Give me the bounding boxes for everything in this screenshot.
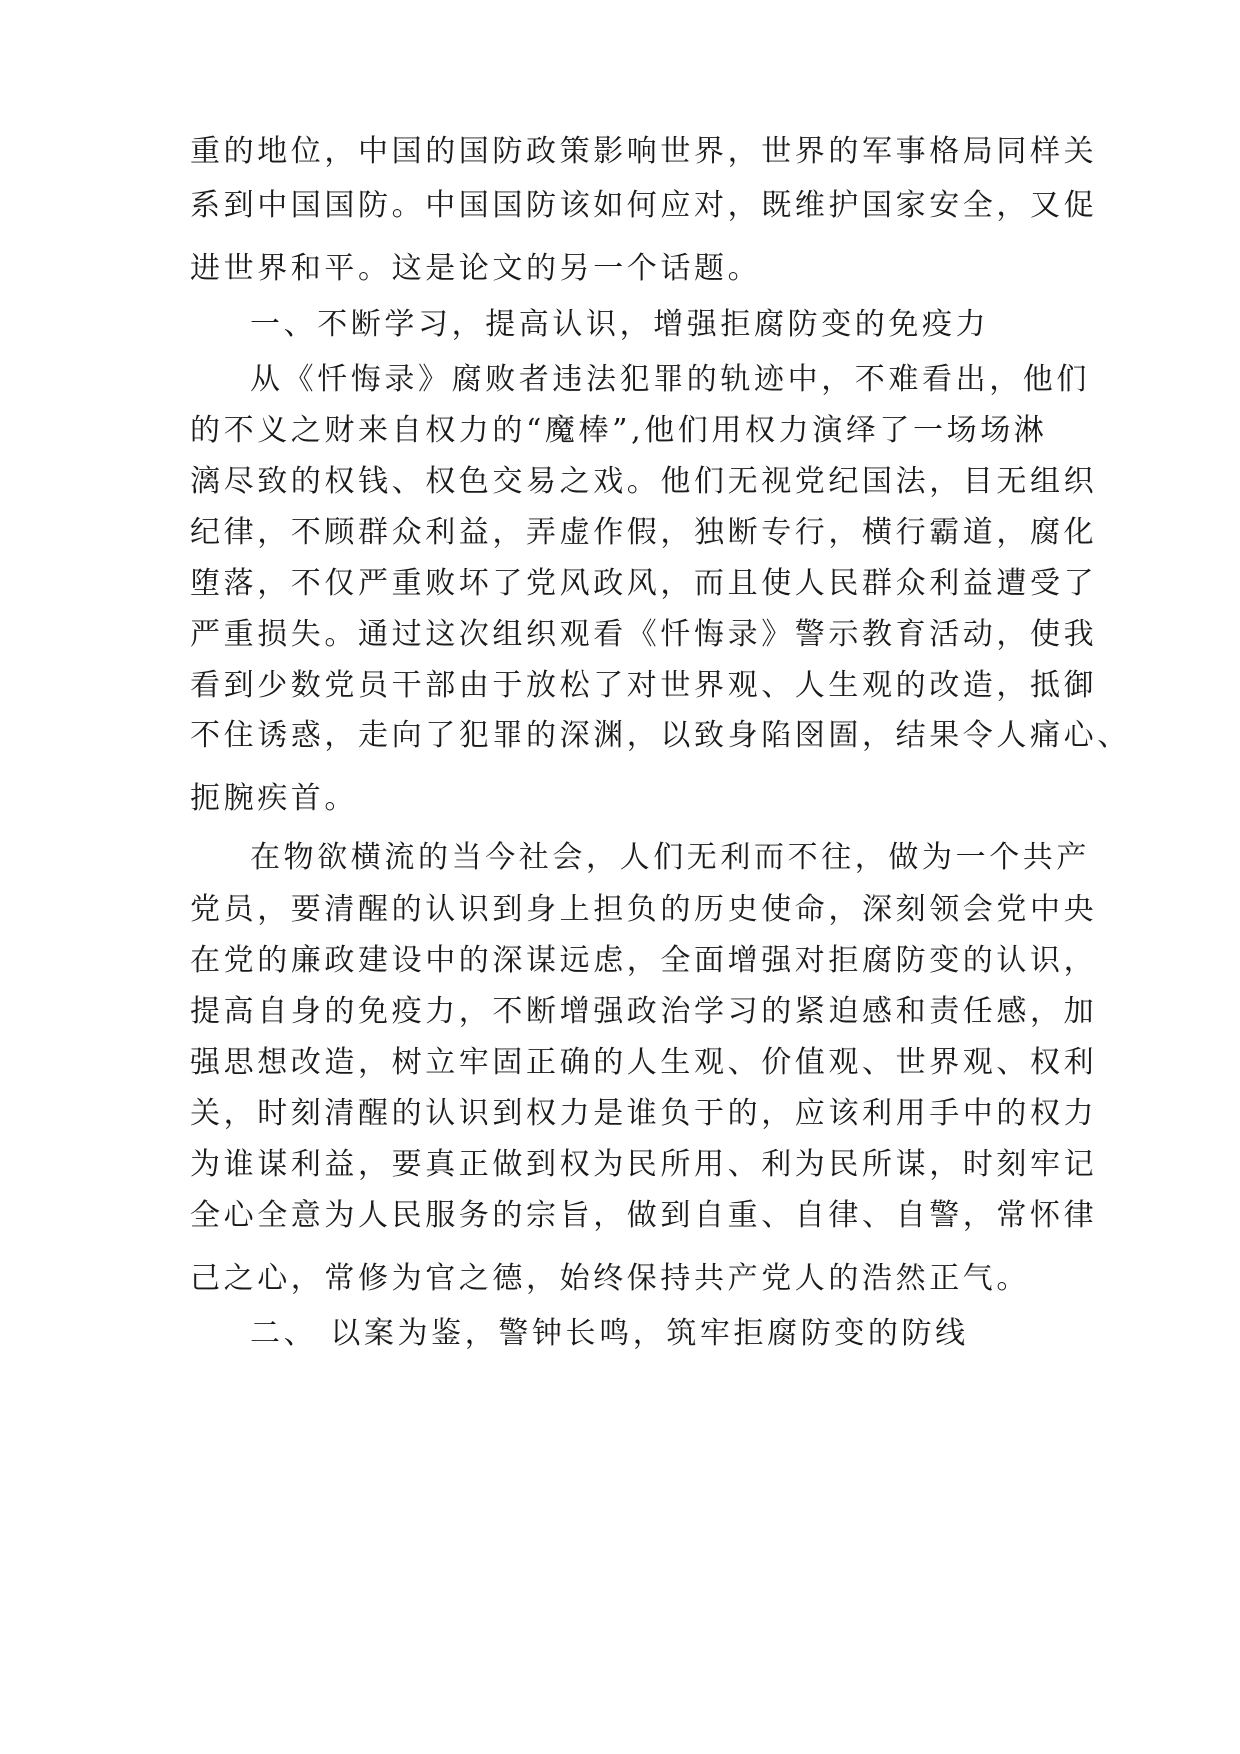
- text-line: 堕落，不仅严重败坏了党风政风，而且使人民群众利益遭受了: [190, 566, 1098, 601]
- text-line: 提高自身的免疫力，不断增强政治学习的紧迫感和责任感，加: [190, 994, 1098, 1029]
- text-line: 重的地位，中国的国防政策影响世界，世界的军事格局同样关: [190, 134, 1098, 169]
- text-line: 己之心，常修为官之德，始终保持共产党人的浩然正气。: [190, 1261, 1030, 1296]
- text-line: 严重损失。通过这次组织观看《忏悔录》警示教育活动，使我: [190, 617, 1098, 652]
- section-heading-1: 一、不断学习，提高认识，增强拒腐防变的免疫力: [250, 307, 990, 342]
- text-line: 关，时刻清醒的认识到权力是谁负于的，应该利用手中的权力: [190, 1096, 1098, 1131]
- text-line: 扼腕疾首。: [190, 781, 358, 816]
- text-line: 在物欲横流的当今社会，人们无利而不往，做为一个共产: [250, 840, 1090, 875]
- text-line: 进世界和平。这是论文的另一个话题。: [190, 251, 762, 286]
- text-line: 不住诱惑，走向了犯罪的深渊，以致身陷囹圄，结果令人痛心、: [190, 718, 1131, 753]
- text-line: 为谁谋利益，要真正做到权为民所用、利为民所谋，时刻牢记: [190, 1147, 1098, 1182]
- text-line: 党员，要清醒的认识到身上担负的历史使命，深刻领会党中央: [190, 892, 1098, 927]
- text-line: 系到中国国防。中国国防该如何应对，既维护国家安全，又促: [190, 188, 1098, 223]
- section-heading-2: 二、 以案为鉴，警钟长鸣，筑牢拒腐防变的防线: [250, 1316, 969, 1351]
- text-line: 的不义之财来自权力的“魔棒”,他们用权力演绎了一场场淋: [190, 413, 1048, 448]
- text-line: 漓尽致的权钱、权色交易之戏。他们无视党纪国法，目无组织: [190, 464, 1098, 499]
- text-line: 从《忏悔录》腐败者违法犯罪的轨迹中，不难看出，他们: [250, 362, 1090, 397]
- text-line: 全心全意为人民服务的宗旨，做到自重、自律、自警，常怀律: [190, 1198, 1098, 1233]
- text-line: 强思想改造，树立牢固正确的人生观、价值观、世界观、权利: [190, 1045, 1098, 1080]
- text-line: 看到少数党员干部由于放松了对世界观、人生观的改造，抵御: [190, 668, 1098, 703]
- text-line: 纪律，不顾群众利益，弄虚作假，独断专行，横行霸道，腐化: [190, 515, 1098, 550]
- text-line: 在党的廉政建设中的深谋远虑，全面增强对拒腐防变的认识，: [190, 943, 1098, 978]
